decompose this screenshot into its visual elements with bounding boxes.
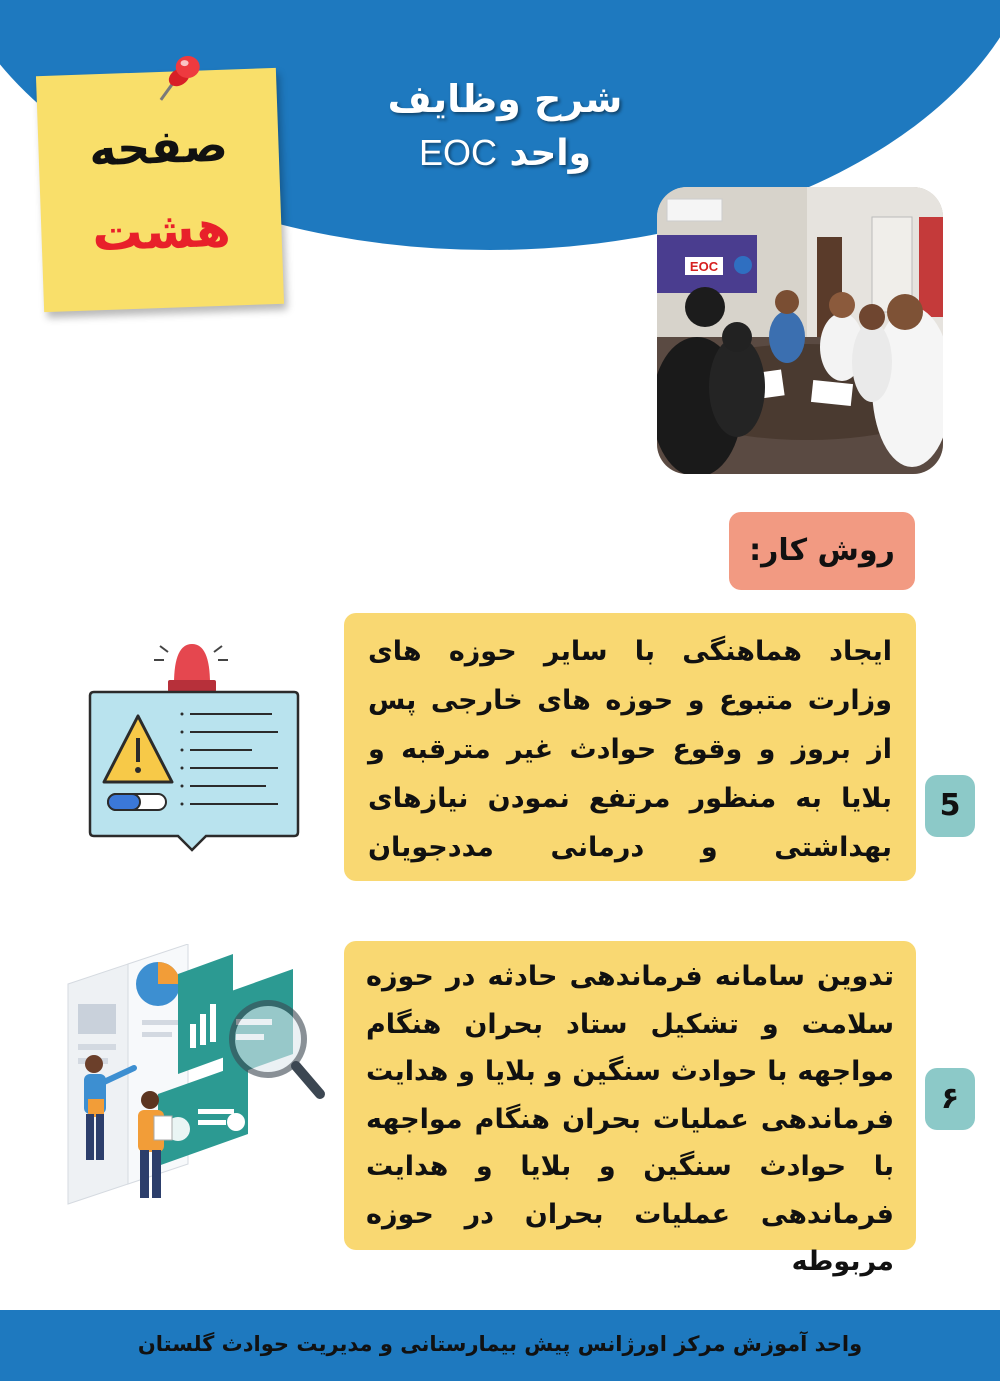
meeting-photo	[657, 187, 943, 474]
page-title-line1: شرح وظایف	[387, 77, 623, 121]
list-item-6	[344, 941, 916, 1277]
data-analysis-icon	[58, 944, 328, 1244]
list-item-text: ایجاد هماهنگی با سایر حوزه های وزارت متبوع و حوزه های خارجی پس از بروز و وقوع حوادث غیر مترقبه و بلایا به منظور مرتفع نمودن نیازهای بهداشتی و درمانی مددجویان	[368, 636, 892, 863]
eoc-banner-text: EOC	[689, 259, 719, 274]
list-item-text: تدوین سامانه فرماندهی حادثه در حوزه سلامت و تشکیل ستاد بحران هنگام مواجهه با حوادث سنگین و بلایا و هدایت فرماندهی عملیات بحران هنگام مواجهه با حوادث سنگین و بلایا و هدایت فرماندهی عملیات بحران در حوزه مربوطه	[366, 961, 894, 1277]
unit-name: EOC	[418, 132, 497, 173]
page-title-line2	[380, 126, 630, 181]
meeting-photo-image	[657, 187, 943, 474]
list-item-5	[344, 613, 916, 881]
pushpin-icon	[145, 52, 207, 106]
alert-notice-icon	[82, 636, 304, 856]
item-number-badge: 5	[925, 775, 975, 837]
section-label: روش کار:	[729, 512, 915, 590]
footer-text: واحد آموزش مرکز اورژانس پیش بیمارستانی و مدیریت حوادث گلستان	[137, 1332, 863, 1356]
page-label: صفحه	[88, 117, 229, 177]
page-title-prefix: واحد	[497, 133, 591, 174]
page-number-word: هشت	[91, 199, 232, 263]
page-title	[380, 72, 630, 181]
item-number-badge: ۶	[925, 1068, 975, 1130]
footer-banner	[0, 1310, 1000, 1381]
sticky-note	[36, 68, 284, 312]
